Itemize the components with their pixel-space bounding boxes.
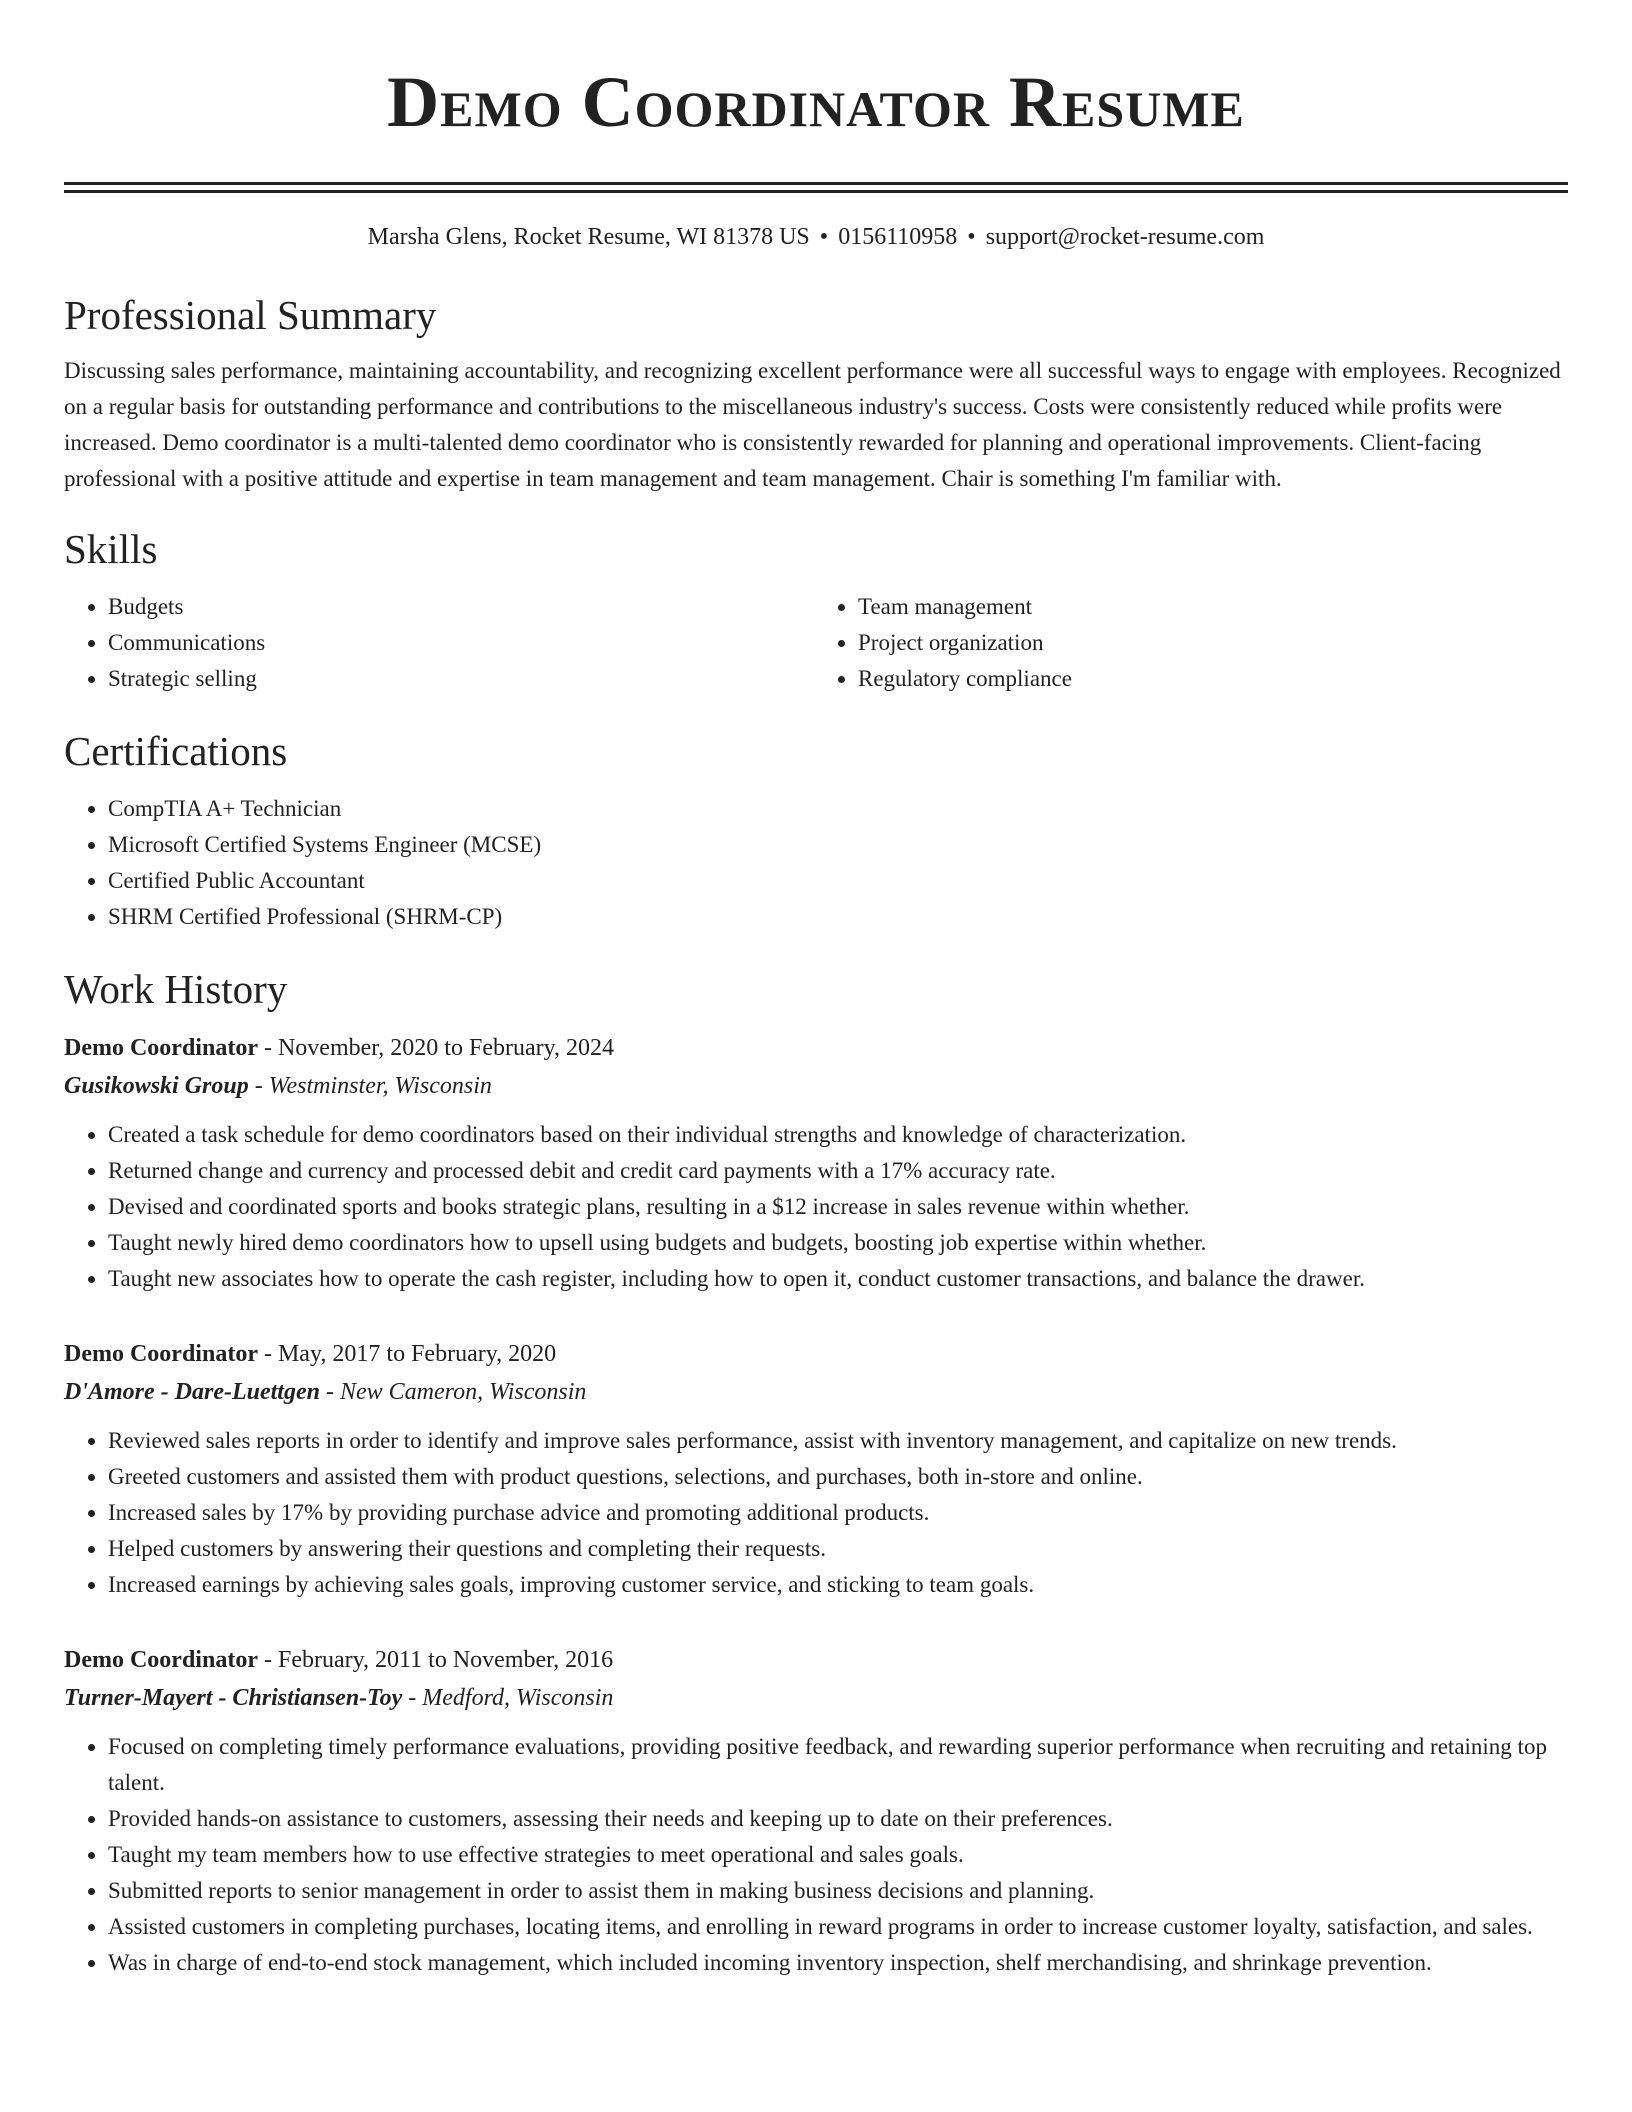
certifications-list: [64, 791, 1568, 935]
skill-item: • Strategic selling: [108, 661, 818, 697]
job-dates: February, 2011 to November, 2016: [277, 1647, 614, 1673]
certification-item: • SHRM Certified Professional (SHRM-CP): [108, 899, 1568, 935]
title-divider: [64, 182, 1568, 193]
job-company: Gusikowski Group: [64, 1073, 249, 1099]
job-entry: [64, 1029, 1568, 1297]
skill-item: • Team management: [858, 589, 1568, 625]
summary-section: [64, 289, 1568, 497]
page-title: Demo Coordinator Resume: [387, 62, 1245, 142]
skill-item: • Regulatory compliance: [858, 661, 1568, 697]
certification-item: • CompTIA A+ Technician: [108, 791, 1568, 827]
skills-heading: Skills: [64, 526, 158, 572]
summary-text: Discussing sales performance, maintaining accountability, and recognizing excellent performance were all successful ways to engage with employees. Recognized on a regular basis for outstanding performance and contributions to the miscellaneous industry's success. Costs were consistently reduced while profits were increased. Demo coordinator is a multi-talented demo coordinator who is consistently rewarded for planning and operational improvements. Client-facing professional with a positive attitude and expertise in team management and team management. Chair is something I'm familiar with.: [64, 358, 1561, 491]
job-dates: November, 2020 to February, 2024: [277, 1035, 615, 1061]
job-employer: [64, 1373, 1568, 1411]
job-employer: [64, 1679, 1568, 1717]
job-header: [64, 1641, 1568, 1679]
job-header: [64, 1029, 1568, 1067]
skill-item: • Project organization: [858, 625, 1568, 661]
job-location: Medford, Wisconsin: [422, 1685, 614, 1711]
skill-item: • Budgets: [108, 589, 818, 625]
dash-separator: -: [257, 1035, 278, 1061]
job-bullet: • Helped customers by answering their questions and completing their requests.: [108, 1531, 1568, 1567]
job-company: D'Amore - Dare-Luettgen: [64, 1379, 320, 1405]
job-bullet: • Was in charge of end-to-end stock management, which included incoming inventory inspection, shelf merchandising, and shrinkage prevention.: [108, 1945, 1568, 1981]
job-title: Demo Coordinator: [64, 1341, 258, 1367]
summary-heading: Professional Summary: [64, 292, 437, 338]
job-bullet: • Greeted customers and assisted them with product questions, selections, and purchases, both in-store and online.: [108, 1459, 1568, 1495]
certification-item: • Microsoft Certified Systems Engineer (MCSE): [108, 827, 1568, 863]
job-bullet: • Provided hands-on assistance to customers, assessing their needs and keeping up to date on their preferences.: [108, 1801, 1568, 1837]
contact-separator: •: [967, 224, 976, 250]
dash-separator: -: [402, 1685, 423, 1711]
job-entry: [64, 1641, 1568, 1981]
job-employer: [64, 1067, 1568, 1105]
dash-separator: -: [257, 1341, 278, 1367]
skills-columns: [64, 589, 1568, 697]
job-bullet: • Increased earnings by achieving sales goals, improving customer service, and sticking to team goals.: [108, 1567, 1568, 1603]
contact-line: [64, 221, 1568, 253]
job-bullet: • Submitted reports to senior management in order to assist them in making business decisions and planning.: [108, 1873, 1568, 1909]
job-bullet: • Taught new associates how to operate the cash register, including how to open it, conduct customer transactions, and balance the drawer.: [108, 1261, 1568, 1297]
dash-separator: -: [257, 1647, 278, 1673]
job-dates: May, 2017 to February, 2020: [277, 1341, 557, 1367]
certifications-section: [64, 725, 1568, 935]
job-bullet: • Taught my team members how to use effective strategies to meet operational and sales goals.: [108, 1837, 1568, 1873]
skills-list-left: [64, 589, 818, 697]
contact-separator: •: [819, 224, 829, 250]
job-bullet: • Reviewed sales reports in order to identify and improve sales performance, assist with inventory management, and capitalize on new trends.: [108, 1423, 1568, 1459]
job-location: New Cameron, Wisconsin: [339, 1379, 587, 1405]
job-bullet: • Focused on completing timely performance evaluations, providing positive feedback, and rewarding superior performance when recruiting and retaining top talent.: [108, 1729, 1568, 1801]
work-history-section: [64, 963, 1568, 1981]
job-bullets: [64, 1423, 1568, 1603]
job-company: Turner-Mayert - Christiansen-Toy: [64, 1685, 403, 1711]
job-bullets: [64, 1117, 1568, 1297]
job-bullet: • Created a task schedule for demo coordinators based on their individual strengths and knowledge of characterization.: [108, 1117, 1568, 1153]
dash-separator: -: [319, 1379, 340, 1405]
contact-email: support@rocket-resume.com: [985, 224, 1265, 250]
certifications-heading: Certifications: [64, 728, 288, 774]
job-bullet: • Returned change and currency and processed debit and credit card payments with a 17% accuracy rate.: [108, 1153, 1568, 1189]
job-title: Demo Coordinator: [64, 1035, 258, 1061]
job-header: [64, 1335, 1568, 1373]
skills-list-right: [818, 589, 1568, 697]
job-bullet: • Increased sales by 17% by providing purchase advice and promoting additional products.: [108, 1495, 1568, 1531]
job-bullet: • Assisted customers in completing purchases, locating items, and enrolling in reward programs in order to increase customer loyalty, satisfaction, and sales.: [108, 1909, 1568, 1945]
skill-item: • Communications: [108, 625, 818, 661]
contact-phone: 0156110958: [838, 224, 958, 250]
job-entry: [64, 1335, 1568, 1603]
job-title: Demo Coordinator: [64, 1647, 258, 1673]
job-bullet: • Taught newly hired demo coordinators how to upsell using budgets and budgets, boosting job expertise within whether.: [108, 1225, 1568, 1261]
contact-address: Marsha Glens, Rocket Resume, WI 81378 US: [367, 224, 810, 250]
dash-separator: -: [248, 1073, 269, 1099]
skills-section: [64, 523, 1568, 697]
job-bullets: [64, 1729, 1568, 1981]
job-bullet: • Devised and coordinated sports and books strategic plans, resulting in a $12 increase in sales revenue within whether.: [108, 1189, 1568, 1225]
certification-item: • Certified Public Accountant: [108, 863, 1568, 899]
job-location: Westminster, Wisconsin: [268, 1073, 492, 1099]
work-history-heading: Work History: [64, 966, 288, 1012]
